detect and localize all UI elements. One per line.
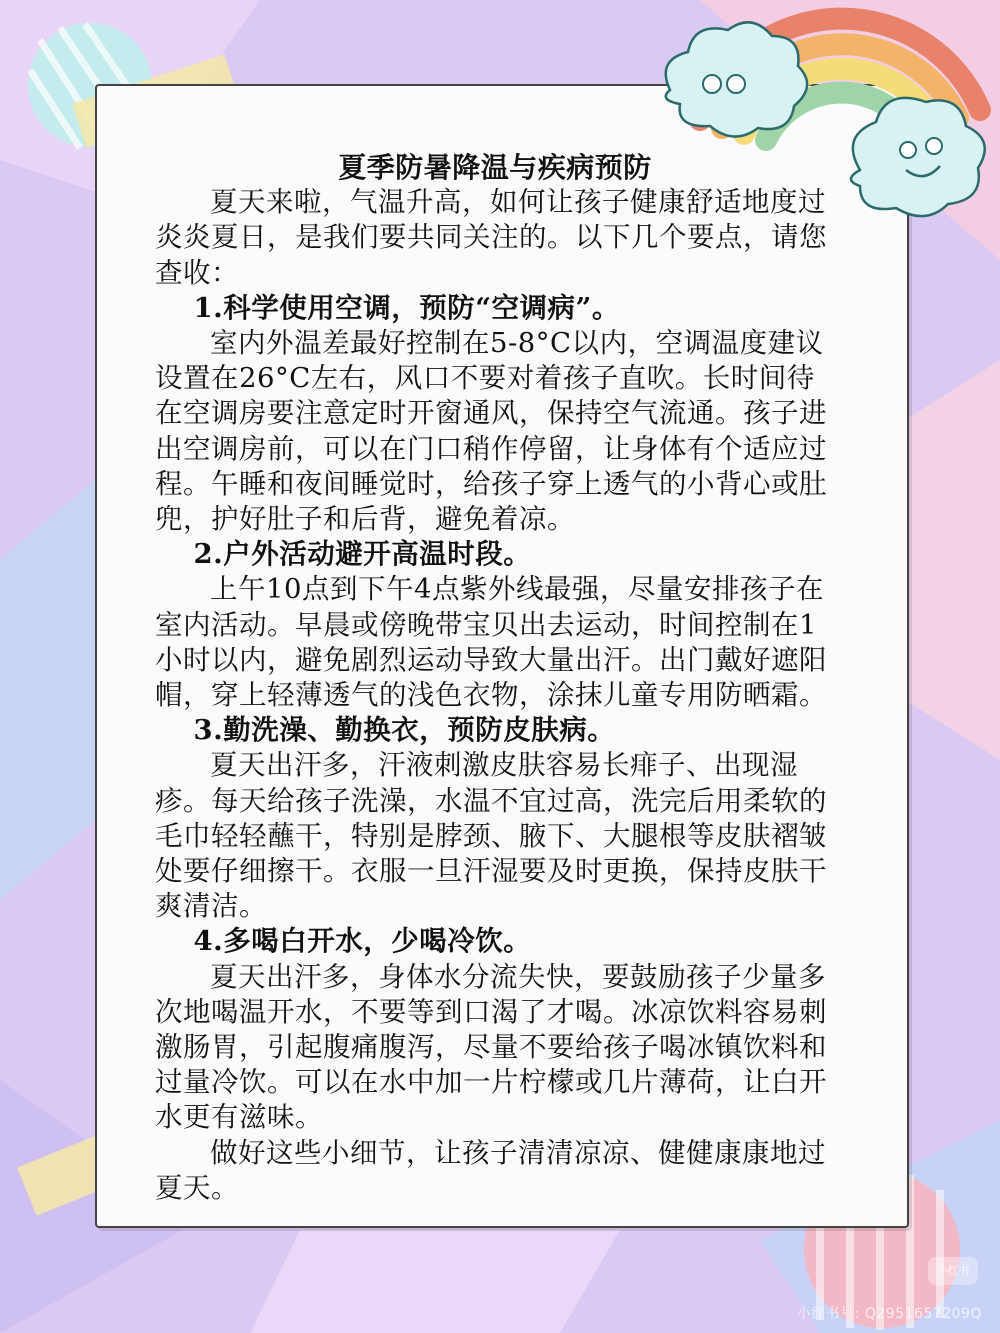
section-body-4: 夏天出汗多，身体水分流失快，要鼓励孩子少量多次地喝温开水，不要等到口渴了才喝。冰凉饮料容易刺激肠胃，引起腹痛腹泻，尽量不要给孩子喝冰镇饮料和过量冷饮。可以在水中加一片柠檬或几片薄荷，让白开水更有滋味。 (155, 960, 827, 1134)
section-heading-3: 3.勤洗澡、勤换衣，预防皮肤病。 (193, 714, 616, 747)
intro-paragraph: 夏天来啦，气温升高，如何让孩子健康舒适地度过炎炎夏日，是我们要共同关注的。以下几个要点，请您查收： (155, 186, 827, 289)
article-body (155, 150, 835, 1206)
section-body-3: 夏天出汗多，汗液刺激皮肤容易长痱子、出现湿疹。每天给孩子洗澡，水温不宜过高，洗完后用柔软的毛巾轻轻蘸干，特别是脖颈、腋下、大腿根等皮肤褶皱处要仔细擦干。衣服一旦汗湿要及时更换，保持皮肤干爽清洁。 (155, 749, 827, 923)
section-heading-1: 1.科学使用空调，预防“空调病”。 (193, 291, 620, 324)
section-body-2: 上午10点到下午4点紫外线最强，尽量安排孩子在室内活动。早晨或傍晚带宝贝出去运动，时间控制在1小时以内，避免剧烈运动导致大量出汗。出门戴好遮阳帽，穿上轻薄透气的浅色衣物，涂抹儿童专用防晒霜。 (155, 573, 827, 712)
section-heading-2: 2.户外活动避开高温时段。 (193, 538, 532, 571)
document-title: 夏季防暑降温与疾病预防 (338, 151, 652, 184)
closing-paragraph: 做好这些小细节，让孩子清清凉凉、健健康康地过夏天。 (155, 1136, 826, 1204)
section-body-1: 室内外温差最好控制在5-8°C以内，空调温度建议设置在26°C左右，风口不要对着孩子直吹。长时间待在空调房要注意定时开窗通风，保持空气流通。孩子进出空调房前，可以在门口稍作停留，让身体有个适应过程。午睡和夜间睡觉时，给孩子穿上透气的小背心或肚兜，护好肚子和后背，避免着凉。 (155, 327, 827, 536)
section-heading-4: 4.多喝白开水，少喝冷饮。 (193, 925, 532, 958)
watermark-id: 小红书号: Q2951657209Q (796, 1306, 982, 1322)
xiaohongshu-logo: 小红书 (928, 1257, 978, 1285)
